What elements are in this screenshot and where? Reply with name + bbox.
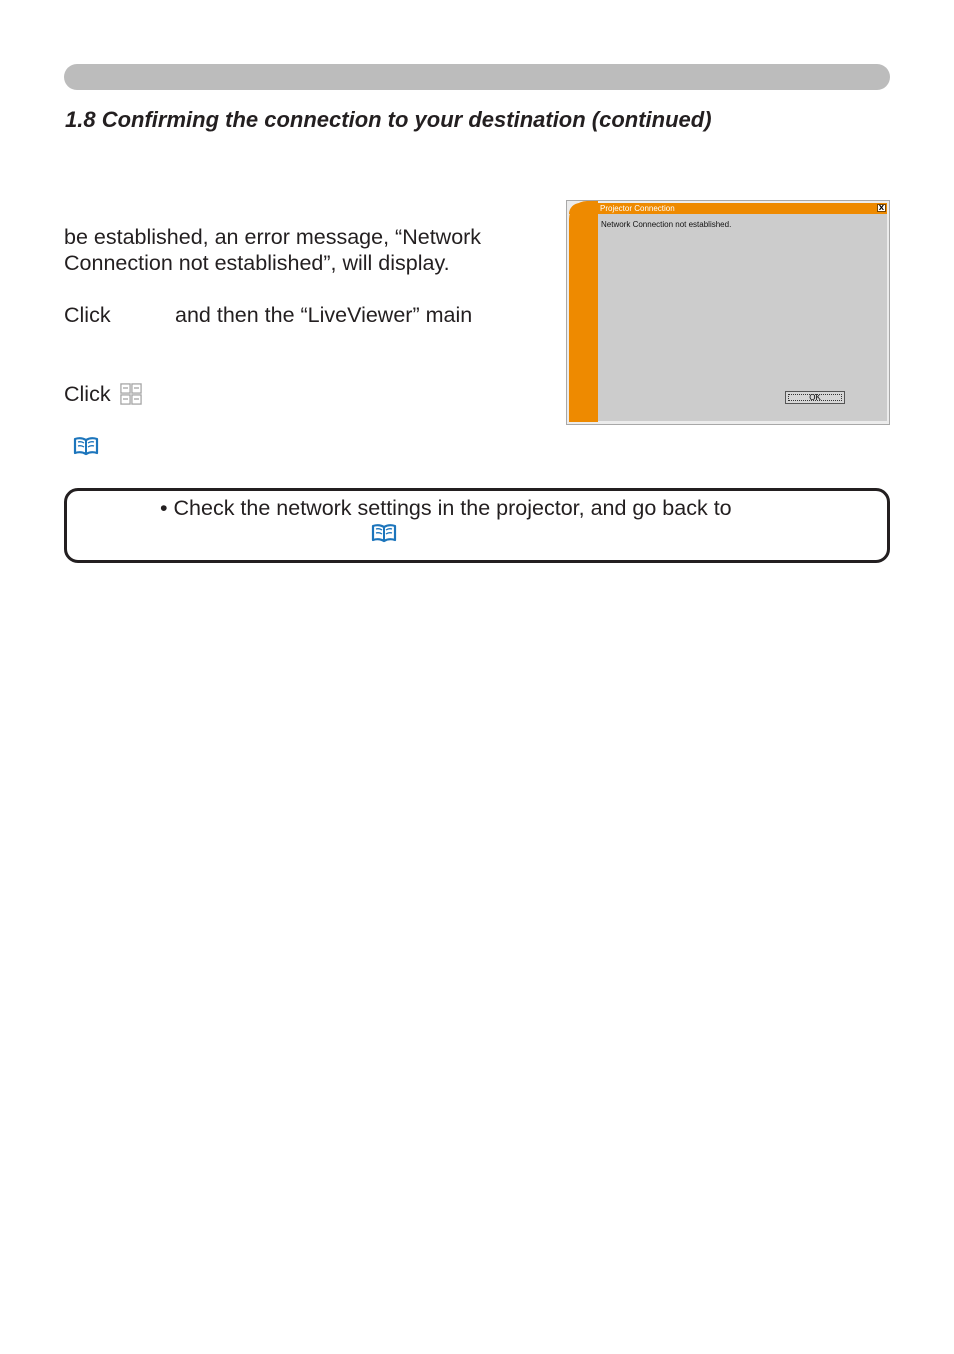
dialog-body	[598, 214, 887, 421]
grid-icon	[120, 383, 142, 405]
paragraph-line: Connection not established”, will display.	[64, 251, 450, 275]
click-label: Click	[64, 303, 111, 327]
note-text: • Check the network settings in the projector, and go back to	[160, 496, 732, 520]
ok-button[interactable]: OK	[785, 391, 845, 404]
dialog-message: Network Connection not established.	[601, 220, 732, 229]
close-icon[interactable]: X	[878, 204, 885, 212]
paragraph-line: be established, an error message, “Network	[64, 225, 482, 249]
section-title: 1.8 Confirming the connection to your destination (continued)	[65, 107, 712, 132]
book-icon	[73, 436, 99, 456]
header-bar	[64, 64, 890, 90]
projector-connection-dialog	[566, 200, 890, 425]
book-icon	[371, 523, 397, 543]
click-label: Click	[64, 382, 111, 406]
paragraph-error-message	[64, 224, 481, 276]
dialog-title: Projector Connection	[600, 204, 675, 213]
dialog-side-band	[569, 201, 598, 422]
main-window-text: and then the “LiveViewer” main	[175, 303, 473, 327]
